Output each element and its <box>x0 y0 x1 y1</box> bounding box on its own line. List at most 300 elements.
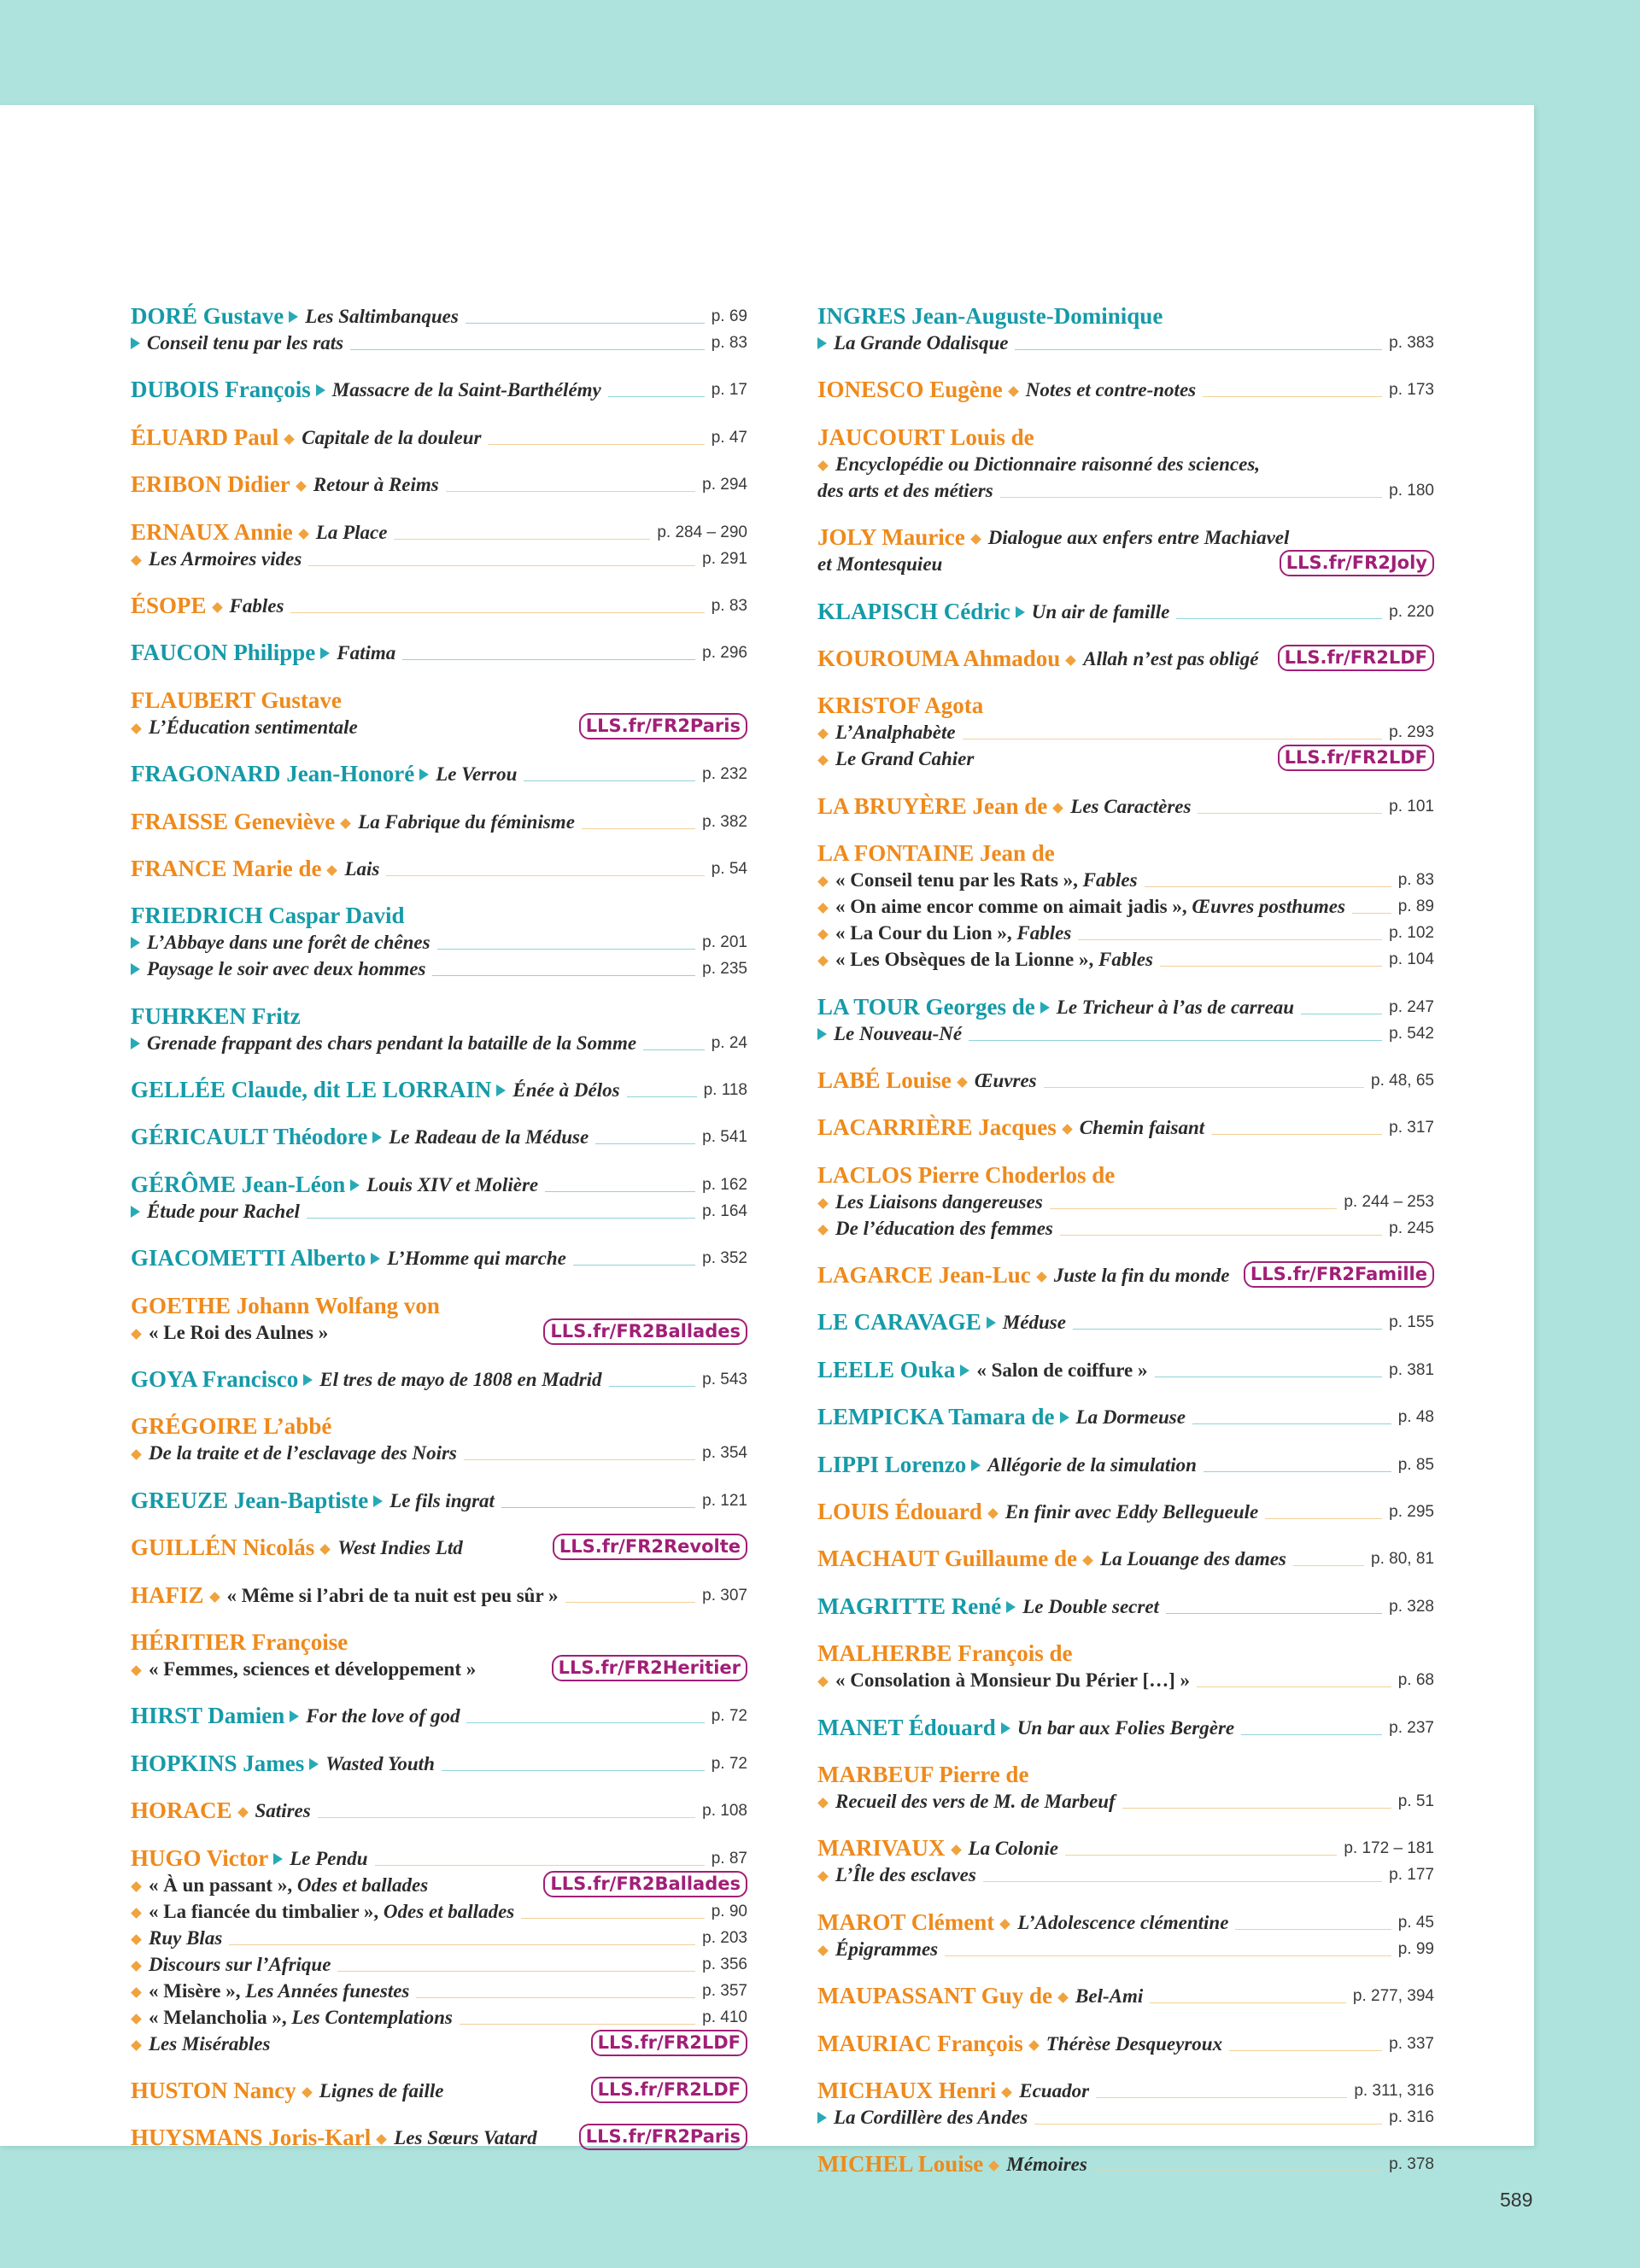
index-entry <box>817 2151 1434 2177</box>
work-title <box>1005 1499 1258 1525</box>
triangle-marker-icon <box>372 1131 382 1143</box>
diamond-marker-icon <box>131 2014 142 2025</box>
work-title-part: Allah n’est pas obligé <box>1083 647 1259 669</box>
author-name: MAGRITTE René <box>817 1593 1002 1619</box>
work-title-part: Le Radeau de la Méduse <box>389 1126 589 1149</box>
work-title <box>1057 994 1294 1020</box>
author-name: KRISTOF Agota <box>817 693 984 719</box>
entry-heading <box>817 1067 1434 1094</box>
index-entry <box>131 1845 747 2057</box>
author-name: HUYSMANS Joris-Karl <box>131 2125 372 2151</box>
work-title-part: Dialogue aux enfers entre Machiavel <box>987 527 1290 549</box>
index-entry <box>131 1293 747 1346</box>
lls-link[interactable]: LLS.fr/FR2Ballades <box>543 1318 747 1345</box>
author-name: INGRES Jean-Auguste-Dominique <box>817 303 1163 329</box>
lls-link[interactable]: LLS.fr/FR2Paris <box>579 2124 747 2150</box>
author-name: GIACOMETTI Alberto <box>131 1245 366 1271</box>
work-title <box>835 1189 1043 1215</box>
entry-heading <box>131 303 747 330</box>
page-reference: p. 85 <box>1397 1455 1434 1474</box>
work-title-part: Étude pour Rachel <box>147 1200 300 1222</box>
entry-heading <box>131 761 747 787</box>
dot-leader <box>643 1049 705 1050</box>
dot-leader <box>394 539 650 540</box>
work-title-part: « La Cour du Lion », <box>835 922 1017 944</box>
dot-leader <box>1050 1208 1338 1209</box>
page-reference: p. 162 <box>702 1175 747 1194</box>
work-title <box>987 1452 1197 1478</box>
index-entry <box>131 1629 747 1682</box>
work-title <box>835 1788 1116 1815</box>
page-reference: p. 293 <box>1389 723 1434 742</box>
work-line <box>817 1215 1434 1242</box>
diamond-marker-icon <box>131 1450 142 1461</box>
diamond-marker-icon <box>1082 1556 1093 1567</box>
entry-heading <box>131 903 747 929</box>
page-reference: p. 247 <box>1389 997 1434 1016</box>
diamond-marker-icon <box>817 956 829 967</box>
entry-heading <box>131 1845 747 1872</box>
work-line <box>131 2031 747 2057</box>
dot-leader <box>565 1602 696 1603</box>
diamond-marker-icon <box>131 1934 142 1945</box>
work-title-part: Chemin faisant <box>1079 1117 1205 1139</box>
triangle-marker-icon <box>290 1710 299 1722</box>
work-title-part: Le Tricheur à l’as de carreau <box>1056 996 1295 1018</box>
page-reference: p. 51 <box>1397 1792 1434 1810</box>
work-title-part: Mémoires <box>1006 2154 1087 2176</box>
work-title <box>306 1703 460 1729</box>
work-title <box>835 745 974 772</box>
dot-leader <box>1235 1929 1391 1930</box>
entry-heading <box>817 840 1434 867</box>
entry-heading <box>817 1593 1434 1620</box>
page-reference: p. 284 – 290 <box>657 523 747 541</box>
page-reference: p. 83 <box>711 596 747 615</box>
diamond-marker-icon <box>131 1987 142 1998</box>
index-entry <box>131 687 747 740</box>
triangle-marker-icon <box>320 647 330 659</box>
dot-leader <box>1203 396 1382 397</box>
entry-heading <box>131 519 747 546</box>
author-name: HAFIZ <box>131 1581 204 1608</box>
work-line <box>817 719 1434 745</box>
page-reference: p. 294 <box>702 476 747 494</box>
work-title <box>149 546 302 572</box>
work-line <box>131 1898 747 1925</box>
work-title-part: L’Île des esclaves <box>835 1864 976 1886</box>
lls-link[interactable]: LLS.fr/FR2LDF <box>591 2077 747 2103</box>
triangle-marker-icon <box>273 1853 283 1865</box>
author-name: ÉLUARD Paul <box>131 424 279 450</box>
work-title <box>834 1020 962 1047</box>
author-name: KOUROUMA Ahmadou <box>817 645 1061 671</box>
page-reference: p. 89 <box>1397 897 1434 916</box>
work-title <box>149 1898 514 1925</box>
index-entry <box>131 1488 747 1514</box>
index-entry <box>131 761 747 787</box>
page-reference: p. 354 <box>702 1444 747 1463</box>
work-title-part: Les Caractères <box>1070 795 1192 817</box>
page-reference: p. 235 <box>702 960 747 979</box>
work-title-part: Fables <box>1016 922 1072 944</box>
author-name: ÉSOPE <box>131 592 207 618</box>
work-title <box>512 1077 619 1103</box>
entry-heading <box>817 1983 1434 2009</box>
work-title-part: Lignes de faille <box>319 2079 444 2101</box>
work-title-part: De l’éducation des femmes <box>835 1217 1053 1239</box>
dot-leader <box>983 1881 1382 1882</box>
index-page <box>0 105 1534 2177</box>
work-title-part: Méduse <box>1002 1312 1066 1334</box>
entry-heading <box>131 1077 747 1103</box>
work-title-part: Les Misérables <box>149 2032 271 2055</box>
diamond-marker-icon <box>131 1908 142 1919</box>
work-title-part: « Salon de coiffure » <box>976 1359 1148 1381</box>
work-title-part: Fatima <box>337 642 396 664</box>
author-name: LE CARAVAGE <box>817 1309 981 1336</box>
triangle-marker-icon <box>316 384 325 396</box>
page-reference: p. 382 <box>702 812 747 831</box>
lls-link[interactable]: LLS.fr/FR2Revolte <box>553 1534 747 1560</box>
work-title <box>1046 2031 1222 2057</box>
work-title-part: La Fabrique du féminisme <box>358 810 575 833</box>
dot-leader <box>1192 1423 1391 1424</box>
diamond-marker-icon <box>970 534 981 545</box>
page-reference: p. 24 <box>711 1033 747 1052</box>
work-title-part: Bel-Ami <box>1075 1985 1144 2008</box>
triangle-marker-icon <box>1060 1412 1069 1423</box>
work-title-part: Odes et ballades <box>383 1900 515 1922</box>
dot-leader <box>1176 618 1382 619</box>
author-name: FLAUBERT Gustave <box>131 687 342 713</box>
work-title-part: La Colonie <box>968 1838 1058 1860</box>
diamond-marker-icon <box>817 1945 829 1956</box>
author-name: GREUZE Jean-Baptiste <box>131 1487 369 1513</box>
triangle-marker-icon <box>131 337 140 349</box>
diamond-marker-icon <box>131 1329 142 1340</box>
work-title-part: Thérèse Desqueyroux <box>1046 2032 1223 2055</box>
author-name: FRAGONARD Jean-Honoré <box>131 761 415 787</box>
work-title <box>344 856 379 882</box>
page-reference: p. 83 <box>1397 871 1434 890</box>
index-entry <box>131 1797 747 1824</box>
lls-link[interactable]: LLS.fr/FR2Joly <box>1280 550 1434 576</box>
dot-leader <box>337 1971 695 1972</box>
author-name: MANET Édouard <box>817 1714 996 1740</box>
index-entry <box>817 303 1434 356</box>
index-entry <box>817 1546 1434 1572</box>
work-title-part: Discours sur l’Afrique <box>149 1953 331 1975</box>
dot-leader <box>350 349 705 350</box>
work-title-part: « Le Roi des Aulnes » <box>149 1321 329 1343</box>
page-reference: p. 237 <box>1389 1718 1434 1737</box>
diamond-marker-icon <box>376 2134 387 2145</box>
dot-leader <box>416 1997 695 1998</box>
page-reference: p. 87 <box>711 1849 747 1868</box>
work-title <box>227 1582 559 1609</box>
index-entry <box>817 1404 1434 1430</box>
work-line <box>817 551 1434 577</box>
triangle-marker-icon <box>817 337 827 349</box>
author-name: LA TOUR Georges de <box>817 993 1035 1020</box>
work-title-part: La Dormeuse <box>1075 1406 1186 1429</box>
diamond-marker-icon <box>298 529 309 540</box>
entry-heading <box>817 1262 1434 1289</box>
work-line <box>131 1656 747 1682</box>
work-title <box>835 1936 938 1962</box>
work-title <box>1026 377 1196 403</box>
work-title-part: et Montesquieu <box>817 553 943 576</box>
page-reference: p. 328 <box>1389 1597 1434 1616</box>
work-title <box>976 1357 1147 1383</box>
page-reference: p. 201 <box>702 933 747 952</box>
author-name: MICHEL Louise <box>817 2151 984 2177</box>
entry-heading <box>817 2031 1434 2057</box>
diamond-marker-icon <box>988 2160 999 2172</box>
work-title <box>436 761 517 787</box>
work-line <box>131 714 747 740</box>
entry-heading <box>817 303 1434 330</box>
triangle-marker-icon <box>131 1206 140 1218</box>
entry-heading <box>817 793 1434 820</box>
page-reference: p. 383 <box>1389 334 1434 352</box>
work-title <box>305 303 459 330</box>
dot-leader <box>501 1507 695 1508</box>
index-entry <box>817 1262 1434 1289</box>
index-entry <box>131 303 747 356</box>
page-reference: p. 121 <box>702 1491 747 1510</box>
index-entry <box>817 1909 1434 1962</box>
work-title <box>969 1835 1058 1862</box>
author-name: HÉRITIER Françoise <box>131 1628 348 1655</box>
dot-leader <box>608 396 705 397</box>
work-title <box>149 714 358 740</box>
entry-heading <box>131 687 747 714</box>
index-entry <box>131 1003 747 1056</box>
dot-leader <box>1122 1808 1391 1809</box>
dot-leader <box>1094 2171 1382 2172</box>
index-entry <box>131 640 747 666</box>
work-line <box>131 330 747 356</box>
work-title <box>1003 1309 1066 1336</box>
work-title-part: « Consolation à Monsieur Du Périer […] » <box>835 1669 1191 1692</box>
lls-link[interactable]: LLS.fr/FR2LDF <box>1278 645 1434 671</box>
diamond-marker-icon <box>131 555 142 566</box>
diamond-marker-icon <box>209 1592 220 1603</box>
author-name: GUILLÉN Nicolás <box>131 1534 315 1561</box>
work-title <box>835 867 1138 893</box>
entry-heading <box>131 1534 747 1561</box>
triangle-marker-icon <box>817 2112 827 2124</box>
lls-link[interactable]: LLS.fr/FR2Heritier <box>552 1655 747 1681</box>
author-name: HOPKINS James <box>131 1750 305 1776</box>
work-title <box>988 524 1290 551</box>
work-title-part: Les Liaisons dangereuses <box>835 1190 1043 1213</box>
author-name: FRIEDRICH Caspar David <box>131 903 405 929</box>
work-title <box>149 2031 270 2057</box>
lls-link[interactable]: LLS.fr/FR2LDF <box>591 2030 747 2056</box>
author-name: GÉRÔME Jean-Léon <box>131 1171 346 1197</box>
entry-heading <box>817 1357 1434 1383</box>
dot-leader <box>1229 2050 1382 2051</box>
entry-heading <box>817 1546 1434 1572</box>
work-title <box>1100 1546 1286 1572</box>
author-name: DORÉ Gustave <box>131 303 284 329</box>
work-title-part: L’Analphabète <box>835 722 956 744</box>
page-reference: p. 277, 394 <box>1352 1987 1434 2006</box>
triangle-marker-icon <box>817 1028 827 1040</box>
work-title-part: Satires <box>255 1800 311 1822</box>
index-column-left <box>131 303 747 2172</box>
diamond-marker-icon <box>1052 803 1063 814</box>
work-line <box>131 956 747 982</box>
lls-link[interactable]: LLS.fr/FR2LDF <box>1278 745 1434 771</box>
page-reference: p. 337 <box>1389 2034 1434 2053</box>
triangle-marker-icon <box>373 1495 383 1507</box>
entry-heading <box>817 424 1434 451</box>
diamond-marker-icon <box>284 434 295 445</box>
triangle-marker-icon <box>1006 1601 1016 1613</box>
triangle-marker-icon <box>371 1253 380 1265</box>
page-reference: p. 155 <box>1389 1313 1434 1332</box>
page-reference: p. 72 <box>711 1707 747 1726</box>
author-name: HUGO Victor <box>131 1844 269 1871</box>
work-title <box>319 2078 444 2104</box>
index-entry <box>131 519 747 572</box>
work-title <box>147 956 425 982</box>
work-title-part: La Louange des dames <box>1100 1548 1286 1570</box>
work-title-part: En finir avec Eddy Bellegueule <box>1004 1501 1259 1523</box>
work-title-part: Recueil des vers de M. de Marbeuf <box>835 1790 1116 1812</box>
entry-heading <box>131 856 747 882</box>
entry-heading <box>131 1797 747 1824</box>
entry-heading <box>131 1172 747 1198</box>
index-entry <box>817 1715 1434 1741</box>
lls-link[interactable]: LLS.fr/FR2Famille <box>1244 1261 1434 1288</box>
work-title-part: Encyclopédie ou Dictionnaire raisonné des sciences, <box>835 453 1261 475</box>
work-title-part: Le Double secret <box>1022 1595 1159 1617</box>
work-title <box>147 929 430 956</box>
work-title-part: « Misère », <box>149 1979 246 2002</box>
dot-leader <box>1204 1471 1391 1472</box>
author-name: KLAPISCH Cédric <box>817 598 1010 624</box>
index-entry <box>131 377 747 403</box>
page-reference: p. 54 <box>711 859 747 878</box>
work-line <box>131 1951 747 1978</box>
page-reference: p. 543 <box>702 1371 747 1389</box>
entry-heading <box>817 599 1434 625</box>
index-entry <box>131 1751 747 1777</box>
diamond-marker-icon <box>327 865 338 876</box>
work-line <box>131 1925 747 1951</box>
diamond-marker-icon <box>131 1665 142 1676</box>
work-title-part: L’Adolescence clémentine <box>1017 1911 1229 1933</box>
work-line <box>131 1198 747 1225</box>
dot-leader <box>375 1865 705 1866</box>
page-reference: p. 295 <box>1389 1503 1434 1522</box>
page-reference: p. 316 <box>1389 2107 1434 2126</box>
page-reference: p. 180 <box>1389 481 1434 500</box>
entry-heading <box>817 524 1434 551</box>
work-title <box>817 477 993 504</box>
triangle-marker-icon <box>496 1084 506 1096</box>
work-title-part: Les Saltimbanques <box>305 306 459 327</box>
author-name: JAUCOURT Louis de <box>817 424 1034 450</box>
triangle-marker-icon <box>987 1317 996 1329</box>
work-line <box>817 2104 1434 2131</box>
diamond-marker-icon <box>1062 1124 1073 1135</box>
entry-heading <box>131 1413 747 1440</box>
work-title-part: Fables <box>229 594 284 617</box>
work-title <box>835 1215 1053 1242</box>
work-title <box>290 1845 367 1872</box>
work-title <box>835 719 956 745</box>
entry-heading <box>817 1835 1434 1862</box>
diamond-marker-icon <box>237 1807 249 1818</box>
work-title-part: « À un passant », <box>149 1873 297 1896</box>
work-title <box>389 1124 589 1150</box>
author-name: GELLÉE Claude, dit LE LORRAIN <box>131 1077 492 1103</box>
page-reference: p. 410 <box>702 2008 747 2026</box>
author-name: MICHAUX Henri <box>817 2077 997 2103</box>
work-title <box>337 1534 463 1561</box>
page-reference: p. 69 <box>711 307 747 325</box>
work-title <box>835 1862 976 1888</box>
lls-link[interactable]: LLS.fr/FR2Paris <box>579 713 747 739</box>
work-line <box>817 330 1434 356</box>
work-title-part: « Conseil tenu par les Rats », <box>835 869 1083 891</box>
diamond-marker-icon <box>1065 655 1076 666</box>
work-title <box>149 2004 453 2031</box>
dot-leader <box>1096 2097 1347 2098</box>
entry-heading <box>131 1582 747 1609</box>
diamond-marker-icon <box>957 1077 968 1088</box>
work-title <box>387 1245 566 1271</box>
work-title-part: La Cordillère des Andes <box>834 2106 1028 2128</box>
work-title-part: Le Grand Cahier <box>835 748 975 770</box>
diamond-marker-icon <box>1008 387 1019 398</box>
entry-heading <box>131 1366 747 1393</box>
entry-heading <box>131 377 747 403</box>
page-reference: p. 317 <box>1389 1119 1434 1137</box>
work-title-part: « Même si l’abri de ta nuit est peu sûr » <box>226 1584 559 1606</box>
triangle-marker-icon <box>1001 1722 1010 1734</box>
entry-heading <box>131 1124 747 1150</box>
diamond-marker-icon <box>1028 2040 1040 2051</box>
author-name: MAURIAC François <box>817 2030 1023 2056</box>
index-entry <box>131 903 747 982</box>
work-title-part: « Femmes, sciences et développement » <box>149 1657 477 1680</box>
diamond-marker-icon <box>296 481 307 492</box>
diamond-marker-icon <box>999 1919 1010 1930</box>
page-reference: p. 296 <box>702 644 747 663</box>
work-title-part: Le Nouveau-Né <box>834 1022 963 1044</box>
diamond-marker-icon <box>131 1881 142 1892</box>
work-title-part: L’Homme qui marche <box>387 1248 566 1270</box>
dot-leader <box>1150 2002 1346 2003</box>
page-reference: p. 83 <box>711 334 747 352</box>
dot-leader <box>627 1096 697 1097</box>
work-title <box>1019 2078 1089 2104</box>
diamond-marker-icon <box>817 1225 829 1236</box>
work-title <box>835 451 1260 477</box>
entry-heading <box>131 1629 747 1656</box>
diamond-marker-icon <box>817 1676 829 1687</box>
lls-link[interactable]: LLS.fr/FR2Ballades <box>543 1871 747 1897</box>
diamond-marker-icon <box>987 1508 999 1519</box>
author-name: FRAISSE Geneviève <box>131 808 336 834</box>
